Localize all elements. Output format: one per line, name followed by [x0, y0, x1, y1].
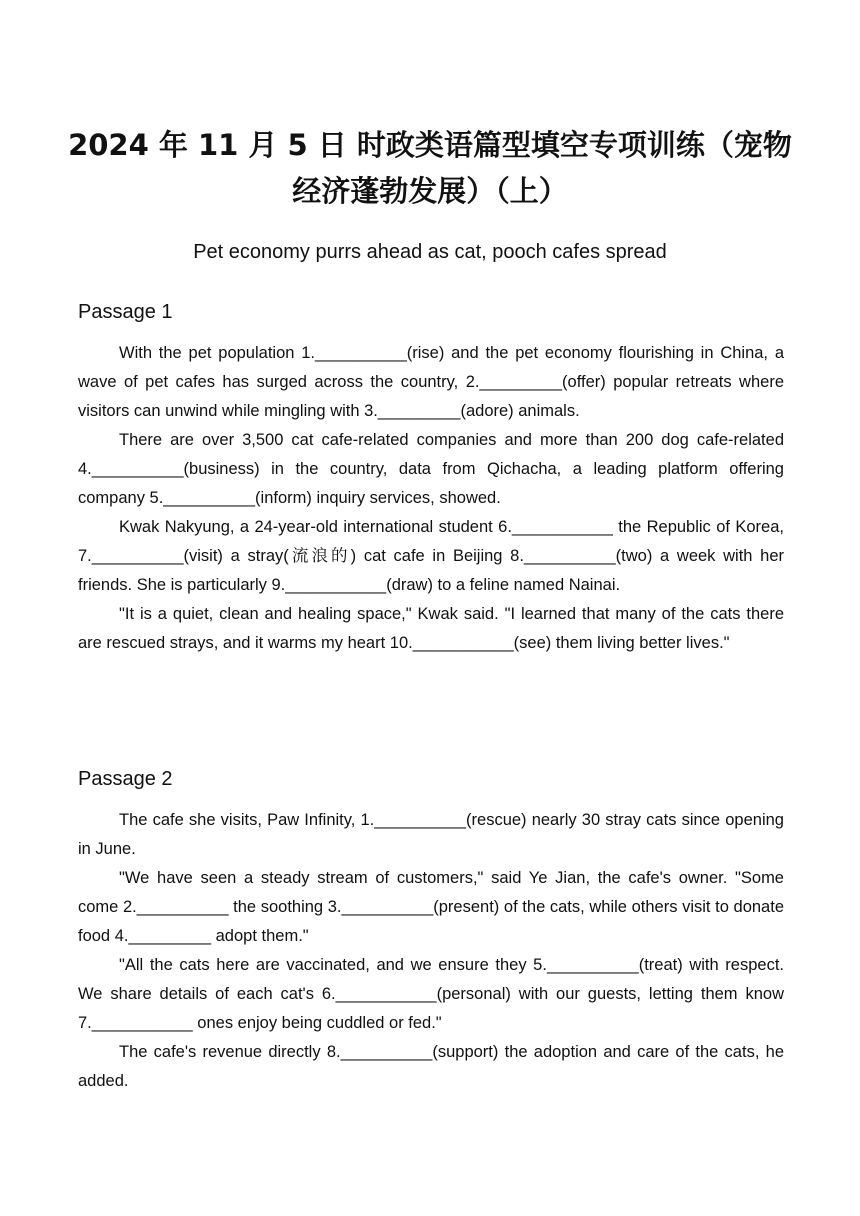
passage-1-body [78, 339, 784, 658]
passage-1-heading: Passage 1 [78, 301, 173, 323]
document-title: 2024 年 11 月 5 日 时政类语篇型填空专项训练（宠物经济蓬勃发展）（上） [68, 128, 792, 208]
passage-2-paragraph: "All the cats here are vaccinated, and we ensure they 5.__________(treat) with respect. We share details of each cat's 6.___________(personal) with our guests, letting them know 7.___________ ones enjoy being cuddled or fed." [78, 956, 784, 1032]
passage-2-heading: Passage 2 [78, 768, 173, 790]
passage-2-body [78, 806, 784, 1096]
passage-1-paragraph: With the pet population 1.__________(rise) and the pet economy flourishing in China, a wave of pet cafes has surged across the country, 2._________(offer) popular retreats where visitors can unwind while mingling with 3._________(adore) animals. [78, 344, 784, 420]
passage-1-paragraph: Kwak Nakyung, a 24-year-old international student 6.___________ the Republic of Korea, 7.__________(visit) a stray(流浪的) cat cafe in Beijing 8.__________(two) a week with her friends. She is particularly 9.___________(draw) to a feline named Nainai. [78, 518, 784, 594]
article-subtitle: Pet economy purrs ahead as cat, pooch cafes spread [193, 241, 667, 263]
passage-2-paragraph: The cafe's revenue directly 8.__________(support) the adoption and care of the cats, he added. [78, 1043, 784, 1090]
passage-1-paragraph: "It is a quiet, clean and healing space," Kwak said. "I learned that many of the cats there are rescued strays, and it warms my heart 10.___________(see) them living better lives." [78, 605, 784, 652]
passage-2-paragraph: "We have seen a steady stream of customers," said Ye Jian, the cafe's owner. "Some come 2.__________ the soothing 3.__________(present) of the cats, while others visit to donate food 4._________ adopt them." [78, 869, 784, 945]
passage-1-paragraph: There are over 3,500 cat cafe-related companies and more than 200 dog cafe-related 4.__________(business) in the country, data from Qichacha, a leading platform offering company 5.__________(inform) inquiry services, showed. [78, 431, 784, 507]
passage-2-paragraph: The cafe she visits, Paw Infinity, 1.__________(rescue) nearly 30 stray cats since opening in June. [78, 811, 784, 858]
